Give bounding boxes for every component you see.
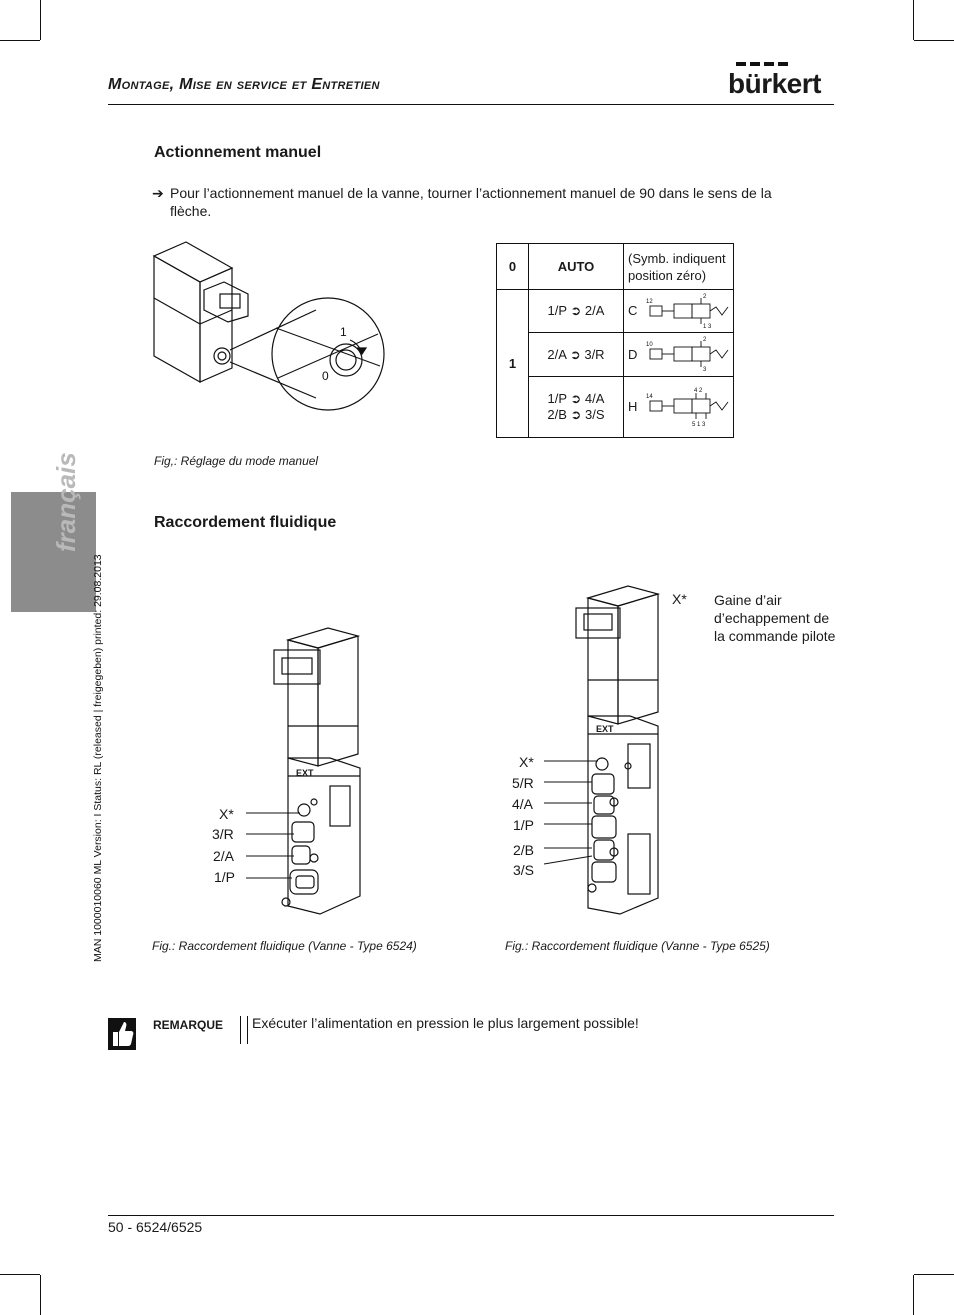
crop-mark [914,1274,954,1275]
port-label-4a: 4/A [512,796,534,812]
manual-modes-table [496,243,734,438]
port-label-2b: 2/B [513,842,535,858]
table-cell-conn: 2/A ➲ 3/R [529,333,624,377]
table-cell-note: (Symb. indiquent position zéro) [624,244,734,290]
figure-caption-6524: Fig.: Raccordement fluidique (Vanne - Type 6524) [152,939,417,953]
table-cell-conn: 1/P ➲ 2/A [529,290,624,333]
svg-text:1: 1 [340,325,347,339]
symbol-letter: D [628,347,638,362]
instruction-text: Pour l’actionnement manuel de la vanne, tourner l’actionnement manuel de 90 dans le sens de la flèche. [170,185,772,219]
header-divider [108,104,834,105]
figure-caption-manual: Fig,: Réglage du mode manuel [154,454,319,468]
svg-text:0: 0 [322,369,329,383]
table-cell-mode: AUTO [529,244,624,290]
arrow-right-icon: ➔ [152,185,164,201]
table-cell-pos: 0 [497,244,529,290]
document-meta: MAN 1000010060 ML Version: I Status: RL (released | freigegeben) printed: 29.08.2013 [92,554,104,962]
symbol-port-left: 12 [646,299,653,305]
thumbs-up-icon [108,1018,136,1050]
ext-marking: EXT [596,724,614,734]
crop-mark [913,0,914,40]
leader-lines [246,808,306,880]
table-cell-symbol [624,377,734,438]
symbol-port-left: 14 [646,394,653,400]
leader-lines [544,756,606,872]
crop-mark [914,40,954,41]
table-row [497,290,734,333]
brand-logo [728,62,834,98]
symbol-port-top: 2 [703,294,707,300]
port-label-x: X* [519,754,534,770]
symbol-letter: H [628,399,638,414]
page-title: Montage, Mise en service et Entretien [108,76,380,93]
table-cell-symbol [624,290,734,333]
remark-divider [240,1016,248,1044]
table-cell-pos: 1 [497,290,529,438]
table-cell-conn: 1/P ➲ 4/A 2/B ➲ 3/S [529,377,624,438]
language-tab-label: français [51,452,81,552]
remark-text: Exécuter l’alimentation en pression le plus largement possible! [252,1015,639,1031]
symbol-letter: C [628,303,638,318]
symbol-port-top: 2 [703,337,707,343]
symbol-port-bottom: 5 1 3 [692,422,706,427]
legend-key: X* [672,591,687,607]
crop-mark [40,1275,41,1315]
port-label-3r: 3/R [212,826,234,842]
manual-actuation-illustration [150,238,390,416]
symbol-port-top: 4 2 [694,388,703,394]
table-row [497,244,734,290]
ext-marking: EXT [296,768,314,778]
symbol-port-bottom: 1 3 [703,324,712,330]
table-row [497,333,734,377]
valve-symbol-icon [646,292,736,330]
instruction-paragraph [154,184,804,220]
figure-caption-6525: Fig.: Raccordement fluidique (Vanne - Type 6525) [505,939,770,953]
symbol-port-bottom: 3 [703,367,707,373]
port-label-x: X* [219,806,234,822]
page-number: 50 - 6524/6525 [108,1219,203,1235]
symbol-port-left: 10 [646,342,653,348]
section-heading-manual: Actionnement manuel [154,144,322,161]
table-row [497,377,734,438]
footer-divider [108,1215,834,1216]
crop-mark [0,40,40,41]
valve-symbol-icon [646,385,736,427]
section-heading-fluidic: Raccordement fluidique [154,514,337,531]
legend-text: Gaine d’air d’echappement de la commande pilote [714,592,836,644]
language-tab [11,452,96,612]
crop-mark [0,1274,40,1275]
port-label-1p: 1/P [214,869,236,885]
crop-mark [913,1275,914,1315]
crop-mark [40,0,41,40]
valve-symbol-icon [646,335,736,373]
brand-name: bürkert [728,68,821,99]
port-label-5r: 5/R [512,775,534,791]
port-label-3s: 3/S [513,862,535,878]
port-label-1p: 1/P [513,817,535,833]
table-cell-symbol [624,333,734,377]
port-label-2a: 2/A [213,848,235,864]
remark-label: REMARQUE [153,1018,224,1032]
